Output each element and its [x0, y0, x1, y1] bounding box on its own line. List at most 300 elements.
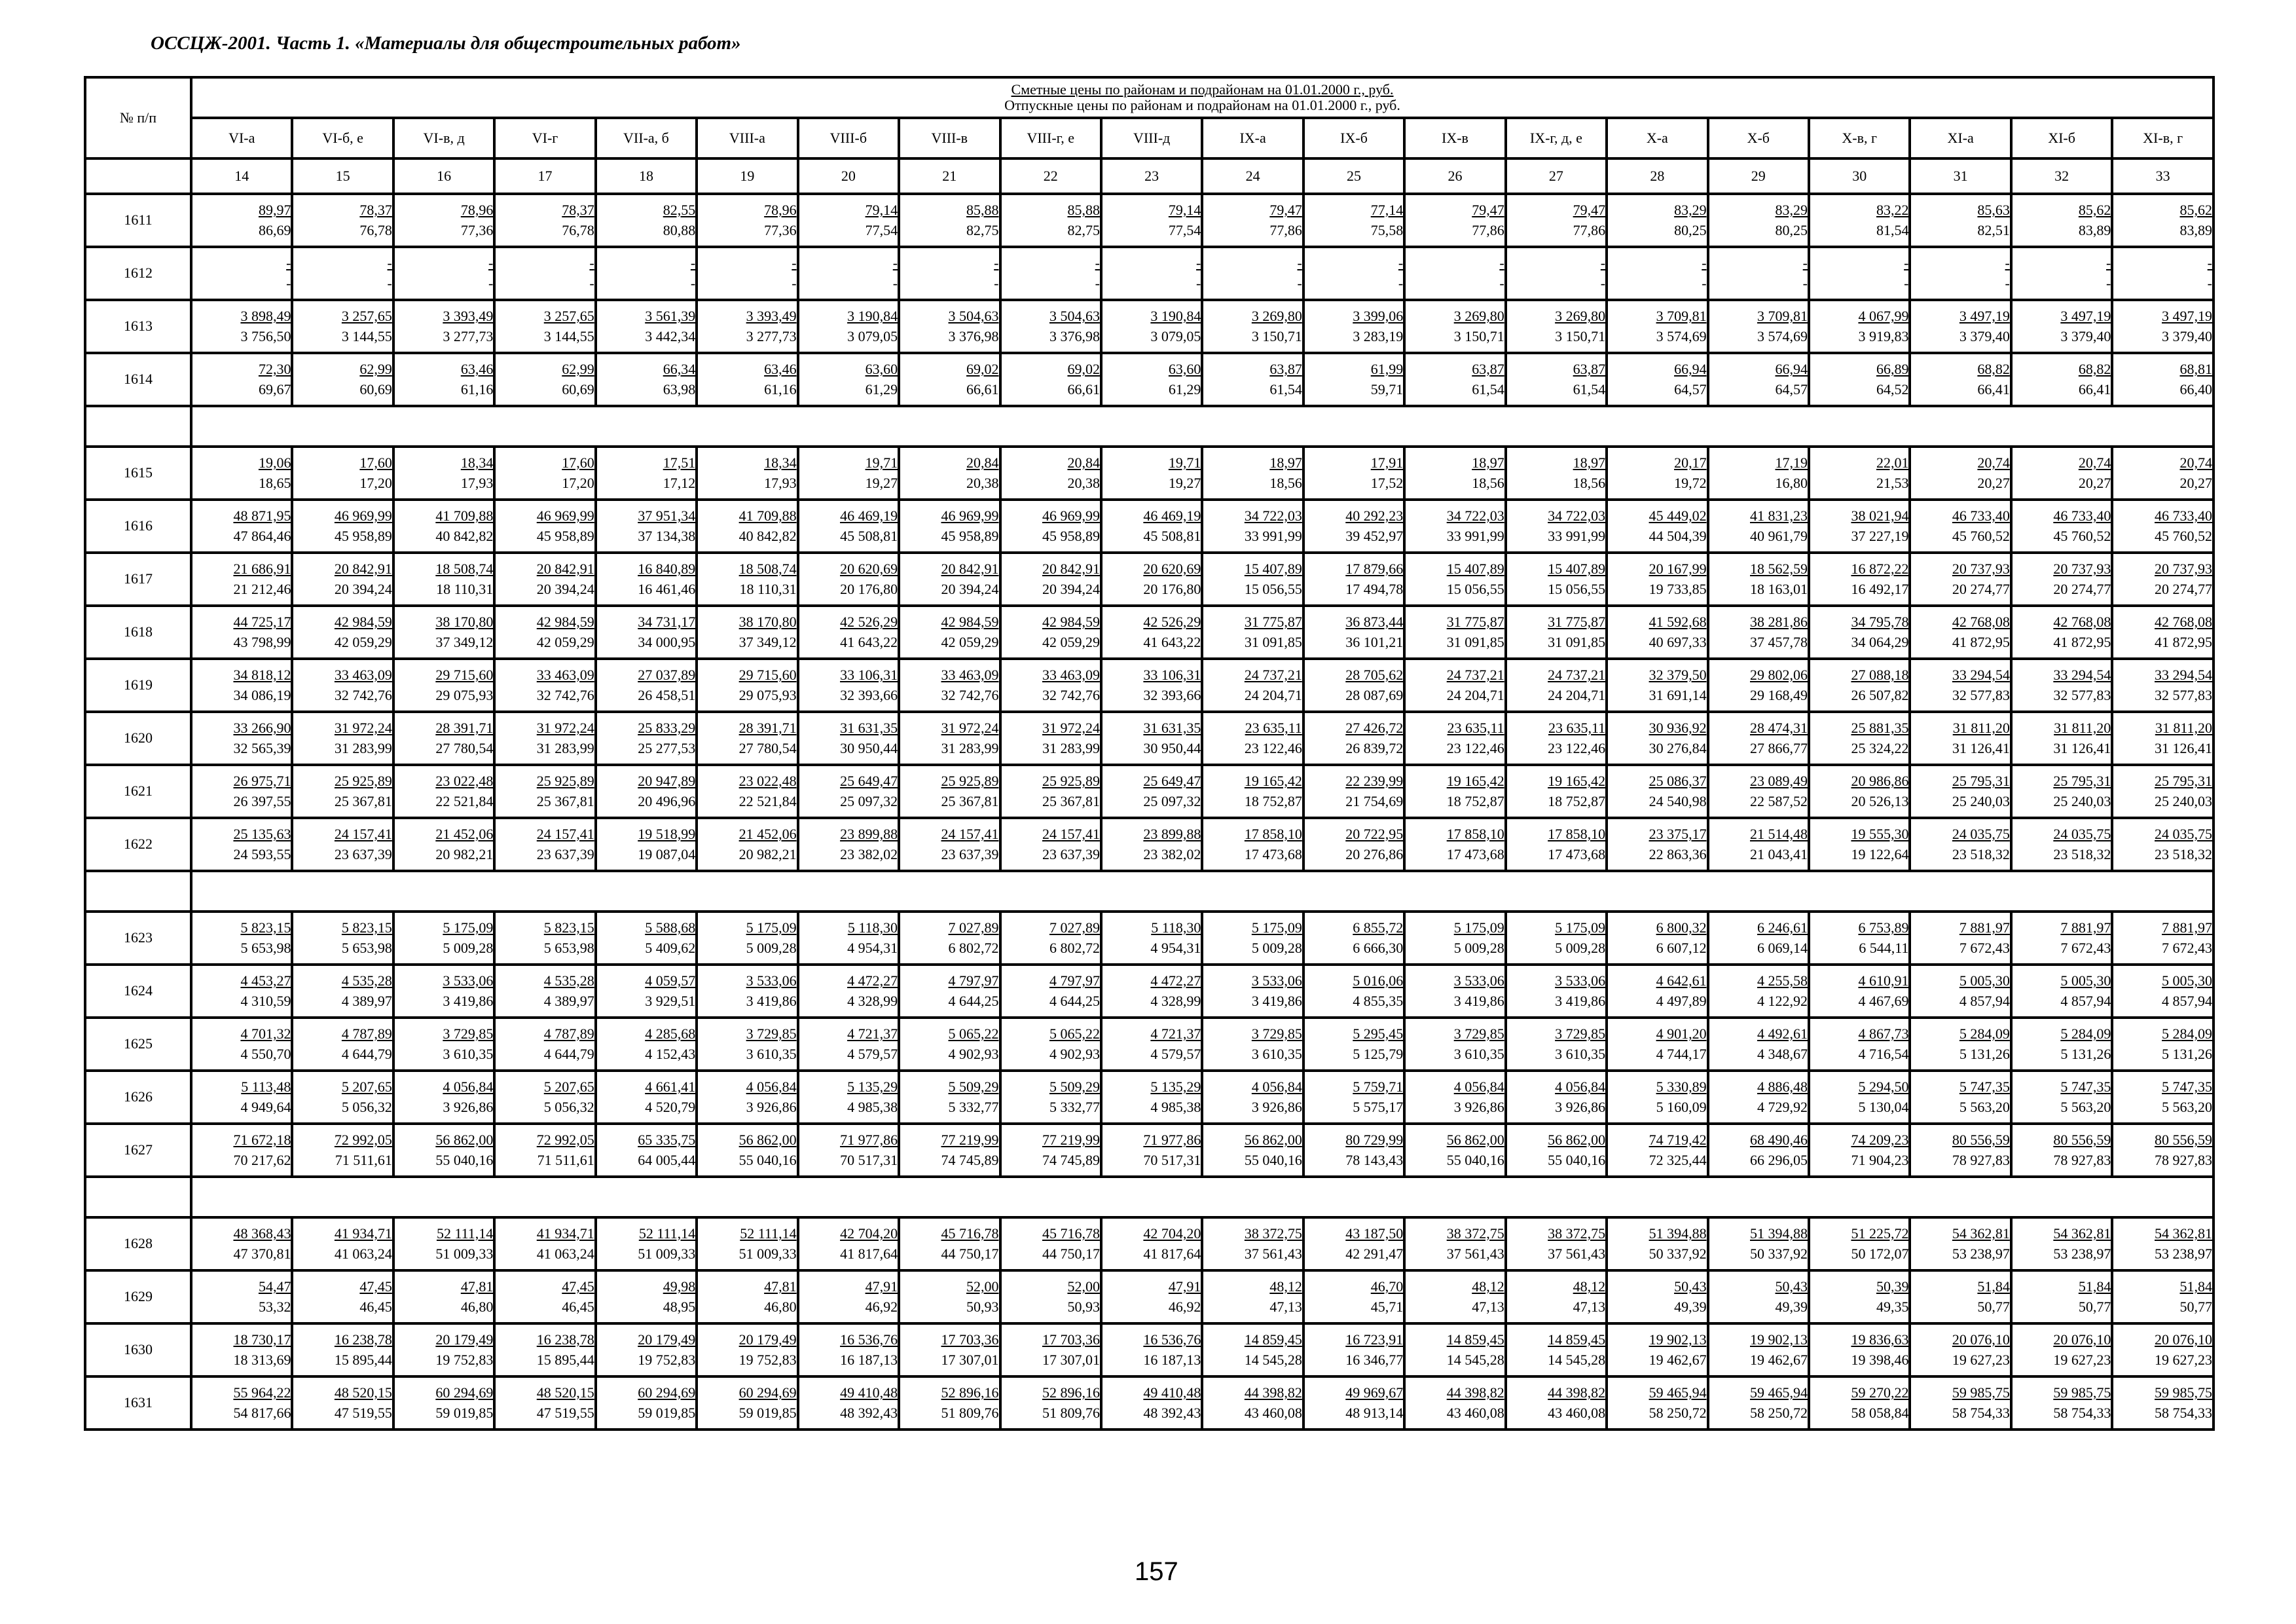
- estimate-price: 34 731,17: [638, 614, 696, 631]
- release-price: 6 544,11: [1859, 939, 1909, 956]
- release-price: 5 125,79: [1353, 1045, 1404, 1062]
- release-price: 20,38: [966, 474, 999, 491]
- region-header: VIII-б: [798, 118, 899, 158]
- release-price: 74 745,89: [941, 1151, 999, 1168]
- release-price: 6 666,30: [1353, 939, 1404, 956]
- price-cell: [1404, 194, 1505, 247]
- price-cell: [393, 765, 494, 818]
- release-price: 22 521,84: [435, 792, 494, 809]
- price-cell: [1000, 1018, 1101, 1071]
- estimate-price: 54 362,81: [2155, 1225, 2212, 1242]
- region-header: VI-б, е: [292, 118, 393, 158]
- estimate-price: 71 977,86: [840, 1132, 898, 1149]
- release-price: 3 419,86: [443, 992, 494, 1009]
- price-cell: [393, 1376, 494, 1430]
- price-cell: [1101, 553, 1202, 606]
- item-code: 1613: [85, 300, 191, 353]
- estimate-price: 23 375,17: [1649, 826, 1707, 843]
- release-price: 40 697,33: [1649, 633, 1707, 650]
- release-price: 45 508,81: [840, 527, 898, 544]
- price-cell: [191, 765, 292, 818]
- estimate-price: 18 562,59: [1750, 561, 1808, 578]
- price-cell: [393, 300, 494, 353]
- estimate-price: -: [994, 255, 999, 272]
- price-cell: [393, 500, 494, 553]
- release-price: 31 126,41: [1952, 739, 2010, 756]
- price-cell: [697, 553, 797, 606]
- estimate-price: 16 536,76: [840, 1331, 898, 1348]
- item-code: 1617: [85, 553, 191, 606]
- item-code: 1631: [85, 1376, 191, 1430]
- price-cell: [1910, 447, 2011, 500]
- estimate-price: 5 065,22: [948, 1025, 999, 1043]
- release-price: 78 143,43: [1345, 1151, 1404, 1168]
- release-price: 4 857,94: [2162, 992, 2212, 1009]
- release-price: 4 328,99: [1150, 992, 1201, 1009]
- release-price: 19 462,67: [1649, 1351, 1707, 1368]
- estimate-price: 4 285,68: [645, 1025, 696, 1043]
- estimate-price: 41 709,88: [435, 507, 494, 525]
- price-cell: [1607, 1071, 1707, 1124]
- estimate-price: 47,81: [460, 1278, 494, 1295]
- price-cell: [1101, 765, 1202, 818]
- price-cell: [1910, 818, 2011, 871]
- price-cell: [899, 606, 1000, 659]
- price-cell: [2112, 500, 2214, 553]
- release-price: 33 991,99: [1548, 527, 1606, 544]
- release-price: 41 063,24: [536, 1245, 594, 1262]
- estimate-price: 16 238,78: [334, 1331, 392, 1348]
- price-cell: [899, 1217, 1000, 1270]
- estimate-price: 20 167,99: [1649, 561, 1707, 578]
- price-cell: [798, 818, 899, 871]
- release-price: 51 809,76: [941, 1404, 999, 1421]
- price-cell: [1506, 1323, 1607, 1376]
- price-cell: [1101, 447, 1202, 500]
- estimate-price: 3 257,65: [341, 308, 392, 325]
- estimate-price: 36 873,44: [1345, 614, 1404, 631]
- release-price: 20 982,21: [738, 845, 797, 862]
- release-price: 19 398,46: [1851, 1351, 1909, 1368]
- estimate-price: 34 795,78: [1851, 614, 1909, 631]
- release-price: 17 307,01: [941, 1351, 999, 1368]
- release-price: 3 926,86: [443, 1098, 494, 1115]
- release-price: 50 337,92: [1649, 1245, 1707, 1262]
- price-cell: [1101, 1071, 1202, 1124]
- release-price: 3 150,71: [1453, 327, 1504, 344]
- estimate-price: 17 703,36: [1042, 1331, 1100, 1348]
- release-price: 64 005,44: [638, 1151, 696, 1168]
- price-cell: [899, 447, 1000, 500]
- price-cell: [1000, 606, 1101, 659]
- price-cell: [596, 712, 697, 765]
- release-price: 5 653,98: [543, 939, 594, 956]
- price-cell: [1910, 1071, 2011, 1124]
- estimate-price: 60 294,69: [435, 1384, 494, 1401]
- price-cell: [292, 965, 393, 1018]
- release-price: 66,61: [966, 380, 999, 397]
- release-price: 19 752,83: [638, 1351, 696, 1368]
- price-cell: [494, 606, 595, 659]
- release-price: 58 754,33: [2155, 1404, 2212, 1421]
- price-cell: [2011, 447, 2112, 500]
- release-price: 45 760,52: [1952, 527, 2010, 544]
- estimate-price: 20 737,93: [1952, 561, 2010, 578]
- price-cell: [1910, 353, 2011, 406]
- release-price: 61,16: [764, 380, 797, 397]
- release-price: -: [1499, 274, 1504, 291]
- price-cell: [2112, 765, 2214, 818]
- estimate-price: 30 936,92: [1649, 720, 1707, 737]
- estimate-price: 56 862,00: [1244, 1132, 1302, 1149]
- estimate-price: 60 294,69: [638, 1384, 696, 1401]
- price-cell: [1202, 965, 1303, 1018]
- price-cell: [899, 553, 1000, 606]
- release-price: 48 392,43: [840, 1404, 898, 1421]
- estimate-price: 5 295,45: [1353, 1025, 1404, 1043]
- estimate-price: 25 833,29: [638, 720, 696, 737]
- price-cell: [1809, 659, 1910, 712]
- release-price: 36 101,21: [1345, 633, 1404, 650]
- estimate-price: 31 631,35: [1143, 720, 1201, 737]
- release-price: 19 752,83: [435, 1351, 494, 1368]
- price-cell: [1506, 1376, 1607, 1430]
- release-price: 40 842,82: [435, 527, 494, 544]
- estimate-price: 47,45: [562, 1278, 594, 1295]
- release-price: 5 009,28: [1453, 939, 1504, 956]
- release-price: 69,67: [258, 380, 291, 397]
- release-price: 41 872,95: [2155, 633, 2212, 650]
- estimate-price: 44 398,82: [1244, 1384, 1302, 1401]
- estimate-price: 33 463,09: [1042, 667, 1100, 684]
- estimate-price: 3 561,39: [645, 308, 696, 325]
- estimate-price: 27 426,72: [1345, 720, 1404, 737]
- release-price: 17,93: [460, 474, 494, 491]
- price-cell: [191, 1323, 292, 1376]
- price-cell: [1101, 1018, 1202, 1071]
- price-cell: [1910, 765, 2011, 818]
- table-row: [85, 447, 2214, 500]
- estimate-price: 21 514,48: [1750, 826, 1808, 843]
- release-price: 5 009,28: [746, 939, 797, 956]
- release-price: 4 152,43: [645, 1045, 696, 1062]
- estimate-price: 31 972,24: [536, 720, 594, 737]
- estimate-price: -: [1095, 255, 1100, 272]
- price-cell: [393, 1071, 494, 1124]
- region-header: VIII-а: [697, 118, 797, 158]
- table-row: [85, 765, 2214, 818]
- release-price: 31 283,99: [941, 739, 999, 756]
- price-cell: [798, 194, 899, 247]
- estimate-price: 16 840,89: [638, 561, 696, 578]
- release-price: 18,65: [258, 474, 291, 491]
- release-price: 23 122,46: [1446, 739, 1504, 756]
- release-price: 43 460,08: [1446, 1404, 1504, 1421]
- estimate-price: 63,87: [1573, 361, 1606, 378]
- estimate-price: 20 620,69: [1143, 561, 1201, 578]
- price-cell: [1708, 659, 1809, 712]
- price-cell: [494, 247, 595, 300]
- price-cell: [393, 818, 494, 871]
- estimate-price: 3 399,06: [1353, 308, 1404, 325]
- release-price: 41 872,95: [1952, 633, 2010, 650]
- price-cell: [899, 300, 1000, 353]
- separator-cell: [191, 871, 2214, 912]
- price-cell: [1404, 659, 1505, 712]
- price-cell: [292, 606, 393, 659]
- price-cell: [1607, 553, 1707, 606]
- region-header: VII-а, б: [596, 118, 697, 158]
- price-cell: [1000, 1124, 1101, 1177]
- estimate-price: 46,70: [1370, 1278, 1404, 1295]
- release-price: 3 419,86: [746, 992, 797, 1009]
- release-price: 74 745,89: [1042, 1151, 1100, 1168]
- release-price: 50 337,92: [1750, 1245, 1808, 1262]
- estimate-prices-title: Сметные цены по районам и подрайонам на 01.01.2000 г., руб.: [1011, 81, 1394, 98]
- price-cell: [1000, 965, 1101, 1018]
- release-price: 6 802,72: [1049, 939, 1100, 956]
- price-cell: [1404, 712, 1505, 765]
- price-cell: [1000, 1071, 1101, 1124]
- price-cell: [1910, 194, 2011, 247]
- price-cell: [697, 500, 797, 553]
- release-price: 22 863,36: [1649, 845, 1707, 862]
- separator-code-cell: [85, 406, 191, 447]
- estimate-price: 25 925,89: [941, 773, 999, 790]
- table-row: [85, 818, 2214, 871]
- price-cell: [697, 659, 797, 712]
- release-price: 71 904,23: [1851, 1151, 1909, 1168]
- estimate-price: 59 465,94: [1649, 1384, 1707, 1401]
- price-cell: [697, 606, 797, 659]
- estimate-price: 45 449,02: [1649, 507, 1707, 525]
- release-price: 83,89: [2179, 221, 2212, 238]
- estimate-price: -: [286, 255, 291, 272]
- release-price: 44 504,39: [1649, 527, 1707, 544]
- estimate-price: 25 795,31: [2053, 773, 2111, 790]
- estimate-price: 25 135,63: [233, 826, 291, 843]
- estimate-price: 63,60: [1168, 361, 1201, 378]
- region-header: X-б: [1708, 118, 1809, 158]
- price-cell: [1809, 194, 1910, 247]
- release-price: 43 460,08: [1244, 1404, 1302, 1421]
- estimate-price: 63,46: [764, 361, 797, 378]
- price-cell: [1506, 606, 1607, 659]
- price-cell: [1404, 1018, 1505, 1071]
- release-price: 3 574,69: [1656, 327, 1707, 344]
- estimate-price: -: [1196, 255, 1201, 272]
- estimate-price: 14 859,45: [1446, 1331, 1504, 1348]
- price-cell: [1404, 447, 1505, 500]
- release-price: 47 519,55: [536, 1404, 594, 1421]
- price-cell: [1607, 194, 1707, 247]
- column-number: 32: [2011, 158, 2112, 194]
- release-price: 16 492,17: [1851, 580, 1909, 597]
- release-price: 53,32: [258, 1298, 291, 1315]
- estimate-price: 5 016,06: [1353, 972, 1404, 989]
- release-price: 40 961,79: [1750, 527, 1808, 544]
- estimate-price: 20 076,10: [2053, 1331, 2111, 1348]
- header-row-column-numbers: [85, 158, 2214, 194]
- price-cell: [697, 1124, 797, 1177]
- release-price: 50,77: [1977, 1298, 2010, 1315]
- price-cell: [1506, 1071, 1607, 1124]
- price-cell: [1303, 712, 1404, 765]
- price-cell: [1809, 247, 1910, 300]
- release-price: 5 653,98: [240, 939, 291, 956]
- estimate-price: 51 394,88: [1750, 1225, 1808, 1242]
- release-price: 51 009,33: [638, 1245, 696, 1262]
- estimate-price: 19 165,42: [1244, 773, 1302, 790]
- price-cell: [2112, 965, 2214, 1018]
- estimate-price: 47,45: [359, 1278, 392, 1295]
- price-cell: [2112, 1071, 2214, 1124]
- estimate-price: 33 106,31: [1143, 667, 1201, 684]
- release-price: 14 545,28: [1548, 1351, 1606, 1368]
- release-price: 20 394,24: [536, 580, 594, 597]
- release-price: 31 091,85: [1244, 633, 1302, 650]
- release-price: 3 610,35: [1555, 1045, 1606, 1062]
- release-price: 3 442,34: [645, 327, 696, 344]
- release-price: 51 009,33: [435, 1245, 494, 1262]
- price-cell: [494, 965, 595, 1018]
- release-price: 54 817,66: [233, 1404, 291, 1421]
- estimate-price: 49,98: [663, 1278, 696, 1295]
- release-price: 19,72: [1674, 474, 1707, 491]
- release-price: 25 324,22: [1851, 739, 1909, 756]
- estimate-price: 50,43: [1775, 1278, 1808, 1295]
- estimate-price: 54,47: [258, 1278, 291, 1295]
- estimate-price: 68 490,46: [1750, 1132, 1808, 1149]
- estimate-price: 20 947,89: [638, 773, 696, 790]
- price-cell: [1000, 194, 1101, 247]
- estimate-price: -: [1499, 255, 1504, 272]
- price-cell: [1303, 553, 1404, 606]
- estimate-price: 20 737,93: [2053, 561, 2111, 578]
- release-price: 55 040,16: [738, 1151, 797, 1168]
- price-cell: [1708, 1376, 1809, 1430]
- price-cell: [2112, 553, 2214, 606]
- price-cell: [1708, 1018, 1809, 1071]
- release-price: 3 610,35: [443, 1045, 494, 1062]
- release-price: 3 144,55: [543, 327, 594, 344]
- release-price: 17,93: [764, 474, 797, 491]
- estimate-price: 4 056,84: [1555, 1079, 1606, 1096]
- estimate-price: 48 520,15: [536, 1384, 594, 1401]
- estimate-price: 79,47: [1573, 202, 1606, 219]
- release-price: 4 644,25: [948, 992, 999, 1009]
- release-price: 40 842,82: [738, 527, 797, 544]
- item-code: 1612: [85, 247, 191, 300]
- release-price: 19 122,64: [1851, 845, 1909, 862]
- release-price: 49,39: [1674, 1298, 1707, 1315]
- release-price: 25 367,81: [536, 792, 594, 809]
- estimate-price: 5 005,30: [2060, 972, 2111, 989]
- price-cell: [1809, 818, 1910, 871]
- estimate-price: 25 925,89: [536, 773, 594, 790]
- price-cell: [1910, 1323, 2011, 1376]
- release-price: 18 110,31: [739, 580, 797, 597]
- estimate-price: 48 520,15: [334, 1384, 392, 1401]
- price-cell: [1404, 765, 1505, 818]
- price-cell: [1708, 818, 1809, 871]
- item-code: 1629: [85, 1270, 191, 1323]
- estimate-price: -: [1702, 255, 1707, 272]
- price-cell: [2112, 1323, 2214, 1376]
- release-price: 77,36: [460, 221, 494, 238]
- release-price: 42 059,29: [1042, 633, 1100, 650]
- estimate-price: 41 934,71: [536, 1225, 594, 1242]
- estimate-price: 63,87: [1269, 361, 1302, 378]
- estimate-price: 3 533,06: [1251, 972, 1302, 989]
- estimate-price: 3 533,06: [746, 972, 797, 989]
- price-cell: [798, 300, 899, 353]
- price-cell: [697, 353, 797, 406]
- price-cell: [1404, 965, 1505, 1018]
- release-price: 58 250,72: [1750, 1404, 1808, 1421]
- release-price: 64,57: [1674, 380, 1707, 397]
- column-number: 17: [494, 158, 595, 194]
- price-cell: [1809, 1376, 1910, 1430]
- price-cell: [2011, 659, 2112, 712]
- separator-cell: [191, 1177, 2214, 1217]
- price-cell: [1404, 1323, 1505, 1376]
- price-cell: [1708, 606, 1809, 659]
- price-cell: [1708, 1217, 1809, 1270]
- estimate-price: 4 492,61: [1757, 1025, 1808, 1043]
- estimate-price: 46 969,99: [1042, 507, 1100, 525]
- estimate-price: -: [2207, 255, 2212, 272]
- estimate-price: 80 729,99: [1345, 1132, 1404, 1149]
- release-price: 19,27: [865, 474, 898, 491]
- price-cell: [1000, 659, 1101, 712]
- price-cell: [2011, 1124, 2112, 1177]
- release-price: 3 277,73: [443, 327, 494, 344]
- price-cell: [1101, 965, 1202, 1018]
- estimate-price: 31 972,24: [941, 720, 999, 737]
- price-cell: [1910, 965, 2011, 1018]
- release-price: 5 160,09: [1656, 1098, 1707, 1115]
- estimate-price: 38 372,75: [1446, 1225, 1504, 1242]
- price-cell: [1910, 659, 2011, 712]
- estimate-price: 24 737,21: [1548, 667, 1606, 684]
- estimate-price: 4 721,37: [847, 1025, 898, 1043]
- release-price: 53 238,97: [2155, 1245, 2212, 1262]
- release-price: 5 009,28: [1555, 939, 1606, 956]
- price-cell: [393, 553, 494, 606]
- price-cell: [697, 965, 797, 1018]
- estimate-price: 59 985,75: [1952, 1384, 2010, 1401]
- price-cell: [292, 1018, 393, 1071]
- estimate-price: 31 775,87: [1244, 614, 1302, 631]
- estimate-price: 71 672,18: [233, 1132, 291, 1149]
- release-price: 4 328,99: [847, 992, 898, 1009]
- estimate-price: 5 284,09: [1959, 1025, 2010, 1043]
- release-price: 3 756,50: [240, 327, 291, 344]
- estimate-price: 4 067,99: [1858, 308, 1909, 325]
- price-cell: [1000, 912, 1101, 965]
- price-cell: [1404, 553, 1505, 606]
- release-price: 77,54: [865, 221, 898, 238]
- price-cell: [2112, 247, 2214, 300]
- price-cell: [1404, 912, 1505, 965]
- estimate-price: 17,60: [359, 454, 392, 471]
- price-cell: [1303, 912, 1404, 965]
- release-price: 61,54: [1573, 380, 1606, 397]
- release-price: 5 130,04: [1858, 1098, 1909, 1115]
- release-price: 47,13: [1573, 1298, 1606, 1315]
- release-price: 3 379,40: [1959, 327, 2010, 344]
